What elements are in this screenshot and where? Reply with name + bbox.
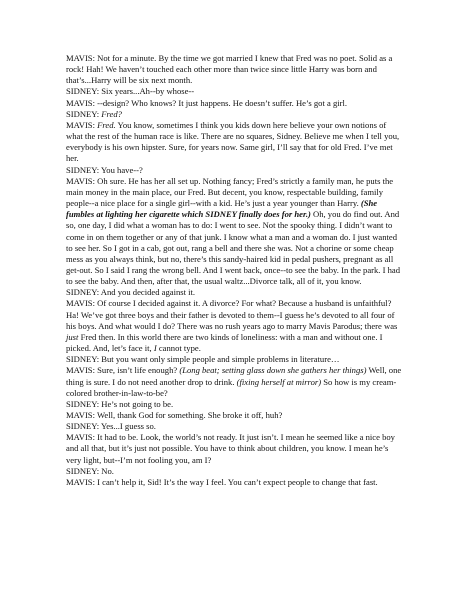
- speaker-name: SIDNEY: [66, 354, 97, 365]
- dialogue-text: Sure, isn’t life enough?: [97, 365, 180, 376]
- dialogue-line: MAVIS: Oh sure. He has her all set up. Nothing fancy; Fred’s strictly a family man, he puts the main money in the main place, our Fred. But decent, you know, respectable building, family people--a nice place for a single girl--with a kid. He’s just a year younger than Harry. (She fumbles at lighting her cigarette which SIDNEY finally does for her.) Oh, you do find out. And so, one day, I did what a woman has to do: I went to see. Not the spooky thing. I didn’t want to come in on them together or any of that junk. I know what a man and a woman do. I just wanted to see her. So I got in a cab, got out, rang a bell and there she was. Not a chorine or some cheap mess as you always think, but no, there’s this sandy-haired kid in pedal pushers, pregnant as all get-out. So I said I rang the wrong bell. And I went back, once--to see the baby. In the park. I had to see the baby. And then, after that, the usual waltz...Divorce talk, all of it, you know.: [66, 175, 401, 287]
- speaker-name: SIDNEY: [66, 398, 97, 409]
- dialogue-text: You have--?: [100, 164, 143, 175]
- dialogue-text: I can’t help it, Sid! It’s the way I feel. You can’t expect people to change that fast.: [97, 476, 378, 487]
- speaker-name: SIDNEY: [66, 164, 97, 175]
- dialogue-text: --design? Who knows? It just happens. He doesn’t suffer. He’s got a girl.: [97, 97, 348, 108]
- dialogue-text: Fred then. In this world there are two kinds of loneliness: with a man and without one. I picked. And, let’s face it,: [66, 331, 383, 354]
- dialogue-text: You know, sometimes I think you kids down here believe your own notions of what the rest of the human race is like. There are no squares, Sidney. Believe me when I tell you, everybody is his own hipster. Sure, for years now. Same girl, I’ll say that for old Fred. I’ve met her.: [66, 119, 400, 164]
- stage-direction: Fred.: [97, 119, 116, 130]
- dialogue-line: SIDNEY: You have--?: [66, 164, 143, 175]
- dialogue-text: cannot type.: [156, 343, 201, 354]
- dialogue-text: Of course I decided against it. A divorce? For what? Because a husband is unfaithful? Ha! We’ve got three boys and their father is devoted to them--I guess he’s devoted to all four of his boys. And what would I do? There was no rush years ago to marry Mavis Parodus; there was: [66, 298, 398, 331]
- dialogue-line: MAVIS: I can’t help it, Sid! It’s the way I feel. You can’t expect people to change that fast.: [66, 476, 378, 487]
- stage-direction: Fred?: [101, 108, 122, 119]
- dialogue-line: MAVIS: Sure, isn’t life enough? (Long beat; setting glass down she gathers her things) Well, one thing is sure. I do not need another drop to drink. (fixing herself at mirror) So how is my cream-colored brother-in-law-to-be?: [66, 365, 402, 398]
- dialogue-line: SIDNEY: He’s not going to be.: [66, 398, 174, 409]
- dialogue-line: MAVIS: Not for a minute. By the time we got married I knew that Fred was no poet. Solid as a rock! Hah! We haven’t touched each other more than twice since little Harry was born and that’s...Harry will be six next month.: [66, 53, 393, 86]
- dialogue-text: And you decided against it.: [100, 287, 196, 298]
- dialogue-line: MAVIS: Of course I decided against it. A divorce? For what? Because a husband is unfaithful? Ha! We’ve got three boys and their father is devoted to them--I guess he’s devoted to all four of his boys. And what would I do? There was no rush years ago to marry Mavis Parodus; there was just Fred then. In this world there are two kinds of loneliness: with a man and without one. I picked. And, let’s face it, I cannot type.: [66, 298, 398, 354]
- dialogue-line: SIDNEY: No.: [66, 465, 114, 476]
- speaker-name: MAVIS: [66, 53, 93, 63]
- stage-direction: (Long beat; setting glass down she gathers her things): [179, 365, 367, 376]
- dialogue-text: Yes...I guess so.: [100, 421, 156, 432]
- speaker-name: SIDNEY: [66, 465, 97, 476]
- speaker-name: MAVIS: [66, 365, 93, 376]
- speaker-name: MAVIS: [66, 119, 93, 130]
- stage-direction: just: [66, 331, 79, 342]
- dialogue-text: No.: [101, 465, 114, 476]
- dialogue-text: Six years...Ah--by whose--: [101, 86, 195, 97]
- dialogue-text: Well, thank God for something. She broke it off, huh?: [96, 410, 283, 420]
- dialogue-text: But you want only simple people and simple problems in literature…: [101, 354, 340, 365]
- dialogue-text: Well, one thing is sure. I do not need another drop to drink.: [66, 365, 402, 387]
- speaker-name: SIDNEY: [66, 86, 97, 97]
- dialogue-line: MAVIS: Well, thank God for something. She broke it off, huh?: [66, 410, 283, 420]
- speaker-name: MAVIS: [66, 298, 93, 309]
- stage-direction: I: [153, 343, 157, 354]
- speaker-name: SIDNEY: [66, 421, 97, 432]
- dialogue-line: SIDNEY: But you want only simple people and simple problems in literature…: [66, 354, 340, 365]
- speaker-name: MAVIS: [66, 175, 93, 186]
- dialogue-line: SIDNEY: Yes...I guess so.: [66, 421, 156, 432]
- speaker-name: MAVIS: [66, 410, 93, 420]
- dialogue-text: He’s not going to be.: [101, 398, 174, 409]
- speaker-name: SIDNEY: [66, 108, 97, 119]
- stage-direction: (fixing herself at mirror): [236, 376, 322, 387]
- dialogue-line: SIDNEY: Fred?: [66, 108, 122, 119]
- speaker-name: MAVIS: [66, 432, 93, 443]
- dialogue-text: It had to be. Look, the world’s not ready. It just isn’t. I mean he seemed like a nice boy and all that, but it’s just not possible. You have to think about children, you know. I mean he’s very light, but--I’m not fooling you, am I?: [66, 432, 395, 465]
- dialogue-line: SIDNEY: And you decided against it.: [66, 287, 196, 298]
- dialogue-line: MAVIS: Fred. You know, sometimes I think you kids down here believe your own notions of what the rest of the human race is like. There are no squares, Sidney. Believe me when I tell you, everybody is his own hipster. Sure, for years now. Same girl, I’ll say that for old Fred. I’ve met her.: [66, 119, 400, 164]
- dialogue-text: So how is my cream-colored brother-in-law-to-be?: [66, 376, 397, 398]
- dialogue-line: MAVIS: --design? Who knows? It just happens. He doesn’t suffer. He’s got a girl.: [66, 97, 348, 108]
- speaker-name: SIDNEY: [66, 287, 97, 298]
- dialogue-text: Oh sure. He has her all set up. Nothing fancy; Fred’s strictly a family man, he puts the main money in the main place, our Fred. But decent, you know, respectable building, family people--a nice place for a single girl--with a kid. He’s just a year younger than Harry.: [66, 175, 394, 209]
- speaker-name: MAVIS: [66, 476, 93, 487]
- speaker-name: MAVIS: [66, 97, 93, 108]
- dialogue-text: Not for a minute. By the time we got married I knew that Fred was no poet. Solid as a rock! Hah! We haven’t touched each other more than twice since little Harry was born and that’s...Harry will be six next month.: [66, 53, 393, 86]
- stage-direction: (She fumbles at lighting her cigarette which SIDNEY finally does for her.): [66, 198, 378, 220]
- dialogue-text: Oh, you do find out. And so, one day, I did what a woman has to do: I went to see. Not the spooky thing. I didn’t want to come in on them together or any of that junk. I know what a man and a woman do. I just wanted to see her. So I got in a cab, got out, rang a bell and there she was. Not a chorine or some cheap mess as you always think, but no, there’s this sandy-haired kid in pedal pushers, pregnant as all get-out. So I said I rang the wrong bell. And I went back, once--to see the baby. In the park. I had to see the baby. And then, after that, the usual waltz...Divorce talk, all of it, you know.: [66, 209, 401, 287]
- dialogue-line: SIDNEY: Six years...Ah--by whose--: [66, 86, 195, 97]
- dialogue-line: MAVIS: It had to be. Look, the world’s not ready. It just isn’t. I mean he seemed like a nice boy and all that, but it’s just not possible. You have to think about children, you know. I mean he’s very light, but--I’m not fooling you, am I?: [66, 432, 395, 465]
